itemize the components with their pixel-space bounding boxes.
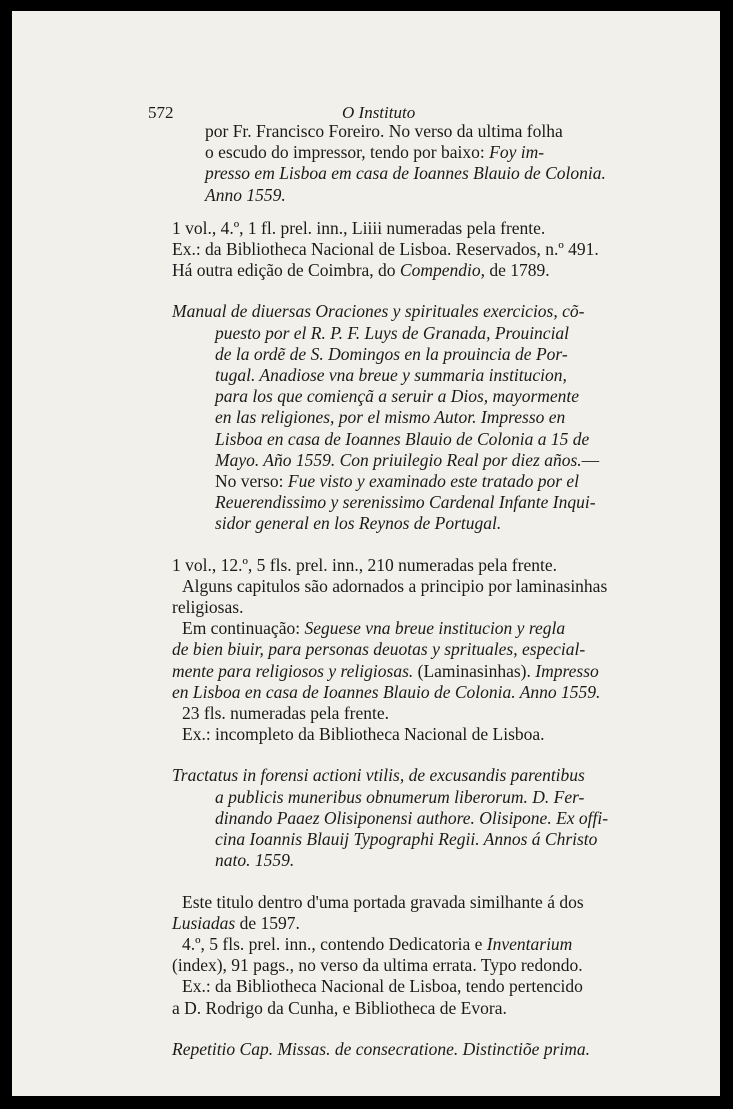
block-gap <box>12 535 720 555</box>
text-line <box>12 829 720 850</box>
text-segment: (index), 91 pags., no verso da ultima errata. Typo redondo. <box>172 955 583 976</box>
text-segment: Ex.: da Bibliotheca Nacional de Lisboa, tendo pertencido <box>182 976 583 997</box>
text-line <box>12 301 720 322</box>
text-segment: Alguns capitulos são adornados a principio por laminasinhas <box>182 575 608 596</box>
text-segment: Foy im- <box>489 142 545 163</box>
text-segment: cina Ioannis Blauij Typographi Regii. Annos á Christo <box>215 829 598 850</box>
text-segment: Seguese vna breue institucion y regla <box>304 618 566 639</box>
text-line <box>12 344 720 365</box>
text-block <box>12 218 720 282</box>
text-segment: de 1789. <box>485 260 550 281</box>
text-line <box>12 850 720 871</box>
text-line <box>12 429 720 450</box>
text-segment: Anno 1559. <box>205 184 286 205</box>
text-segment: sidor general en los Reynos de Portugal. <box>215 513 502 534</box>
text-line <box>12 323 720 344</box>
text-segment: mente para religiosos y religiosas. <box>172 660 414 681</box>
text-segment: Lisboa en casa de Ioannes Blauio de Colonia a 15 de <box>215 428 590 449</box>
text-block <box>12 765 720 871</box>
text-line <box>12 492 720 513</box>
text-segment: Manual de diuersas Oraciones y spirituales exercicios, cõ- <box>172 301 585 322</box>
text-segment: en Lisboa en casa de Ioannes Blauio de Colonia. Anno 1559. <box>172 681 601 702</box>
text-line <box>12 407 720 428</box>
text-segment: en las religiones, por el mismo Autor. Impresso en <box>215 407 566 428</box>
text-block <box>12 121 720 206</box>
text-segment: Compendio, <box>399 260 485 281</box>
text-line <box>12 765 720 786</box>
block-gap <box>12 745 720 765</box>
text-segment: dinando Paaez Olisiponensi authore. Olisipone. Ex offi- <box>215 807 609 828</box>
text-segment: Mayo. Año 1559. Con priuilegio Real por diez años. <box>215 449 582 470</box>
text-segment: 4.º, 5 fls. prel. inn., contendo Dedicatoria e <box>182 933 487 954</box>
text-segment: Em continuação: <box>182 618 305 639</box>
text-block <box>12 892 720 1019</box>
running-title: O Instituto <box>342 103 416 122</box>
text-segment: religiosas. <box>172 597 244 618</box>
text-segment: nato. 1559. <box>215 850 295 871</box>
text-segment: Repetitio Cap. Missas. de consecratione. Distinctiõe prima. <box>172 1038 591 1059</box>
text-segment: — <box>581 449 600 470</box>
text-segment: o escudo do impressor, tendo por baixo: <box>205 142 490 163</box>
text-segment: por Fr. Francisco Foreiro. No verso da ultima folha <box>205 121 563 141</box>
text-line <box>12 471 720 492</box>
text-line <box>12 808 720 829</box>
text-segment: Há outra edição de Coimbra, do <box>172 260 400 281</box>
text-line <box>12 934 720 955</box>
text-segment: de la ordẽ de S. Domingos en la prouincia de Por- <box>215 343 568 364</box>
text-segment: 1 vol., 12.º, 5 fls. prel. inn., 210 numeradas pela frente. <box>172 554 557 575</box>
text-line <box>12 185 720 206</box>
text-line <box>12 576 720 597</box>
text-block <box>12 1039 720 1060</box>
text-block <box>12 555 720 746</box>
text-line <box>12 724 720 745</box>
page <box>12 11 720 1096</box>
block-gap <box>12 281 720 301</box>
text-segment: tugal. Anadiose vna breue y summaria institucion, <box>215 365 567 386</box>
text-segment: Ex.: incompleto da Bibliotheca Nacional de Lisboa. <box>182 724 545 745</box>
text-line <box>12 218 720 239</box>
block-gap <box>12 206 720 218</box>
text-line <box>12 365 720 386</box>
text-segment: de 1597. <box>235 912 300 933</box>
text-segment: Este titulo dentro d'uma portada gravada similhante á dos <box>182 891 584 912</box>
text-segment: Fue visto y examinado este tratado por el <box>287 471 580 492</box>
text-line <box>12 142 720 163</box>
text-segment: Inventarium <box>486 933 573 954</box>
text-segment: a publicis muneribus obnumerum liberorum. D. Fer- <box>215 786 585 807</box>
text-segment: Ex.: da Bibliotheca Nacional de Lisboa. Reservados, n.º 491. <box>172 239 599 260</box>
text-line <box>12 913 720 934</box>
text-body <box>12 121 720 1060</box>
text-line <box>12 260 720 281</box>
text-line <box>12 682 720 703</box>
text-line <box>12 618 720 639</box>
text-line <box>12 892 720 913</box>
text-line <box>12 450 720 471</box>
text-segment: a D. Rodrigo da Cunha, e Bibliotheca de Evora. <box>172 997 507 1018</box>
text-line <box>12 163 720 184</box>
text-segment: para los que comiençã a seruir a Dios, mayormente <box>215 386 580 407</box>
text-segment: Lusiadas <box>172 912 236 933</box>
text-line <box>12 703 720 724</box>
text-block <box>12 301 720 534</box>
text-segment: puesto por el R. P. F. Luys de Granada, Prouincial <box>215 322 570 343</box>
text-line <box>12 121 720 142</box>
text-line <box>12 555 720 576</box>
text-segment: 23 fls. numeradas pela frente. <box>182 703 390 724</box>
text-segment: Reuerendissimo y serenissimo Cardenal Infante Inqui- <box>215 492 596 513</box>
text-line <box>12 787 720 808</box>
text-segment: de bien biuir, para personas deuotas y sprituales, especial- <box>172 639 586 660</box>
text-line <box>12 976 720 997</box>
text-segment: Impresso <box>535 660 599 681</box>
block-gap <box>12 872 720 892</box>
text-segment: Tractatus in forensi actioni vtilis, de excusandis parentibus <box>172 765 585 786</box>
text-segment: No verso: <box>215 471 288 492</box>
text-line <box>12 513 720 534</box>
text-line <box>12 998 720 1019</box>
text-line <box>12 386 720 407</box>
text-segment: presso em Lisboa em casa de Ioannes Blauio de Colonia. <box>205 163 606 184</box>
text-segment: (Laminasinhas). <box>413 660 536 681</box>
text-line <box>12 1039 720 1060</box>
text-line <box>12 639 720 660</box>
block-gap <box>12 1019 720 1039</box>
text-line <box>12 661 720 682</box>
text-line <box>12 239 720 260</box>
page-number: 572 <box>148 103 174 122</box>
text-line <box>12 955 720 976</box>
text-line <box>12 597 720 618</box>
text-segment: 1 vol., 4.º, 1 fl. prel. inn., Liiii numeradas pela frente. <box>172 217 546 238</box>
running-header <box>12 95 720 121</box>
